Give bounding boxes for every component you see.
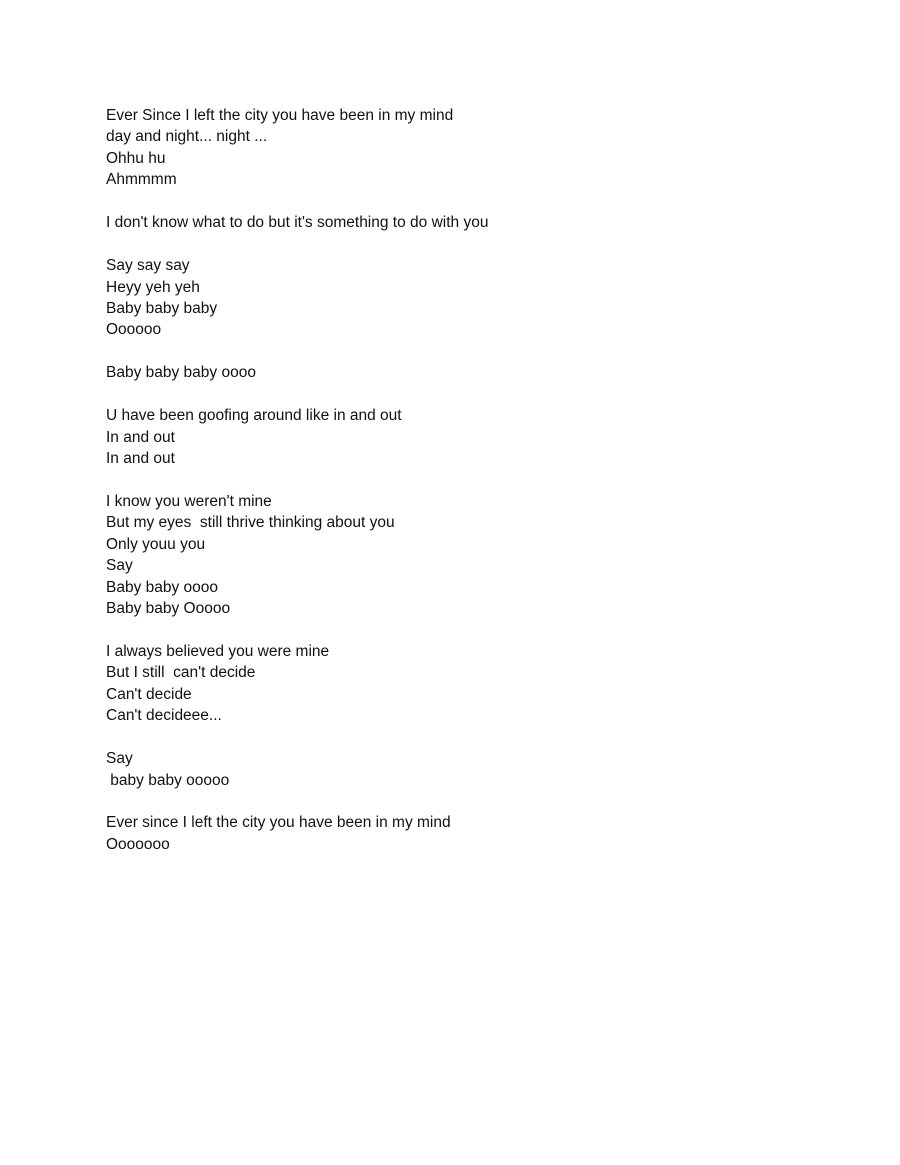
lyric-line: Baby baby baby xyxy=(106,299,218,317)
lyric-line: Ever since I left the city you have been in my mind xyxy=(106,814,451,832)
lyric-line: Only youu you xyxy=(106,535,206,553)
lyric-line: But I still can't decide xyxy=(106,664,256,682)
lyric-line: Say xyxy=(106,557,133,575)
lyric-line: Baby baby baby oooo xyxy=(106,364,256,382)
lyric-line: day and night... night ... xyxy=(106,128,268,146)
blank-line xyxy=(106,727,826,748)
lyric-line: baby baby ooooo xyxy=(106,771,230,789)
lyric-line: But my eyes still thrive thinking about you xyxy=(106,514,395,532)
lyric-line: Ahmmmm xyxy=(106,171,177,189)
lyric-line: Heyy yeh yeh xyxy=(106,278,200,296)
lyric-line: Can't decide xyxy=(106,685,192,703)
blank-line xyxy=(106,791,826,812)
lyric-line: U have been goofing around like in and out xyxy=(106,407,402,425)
lyric-line: Baby baby Ooooo xyxy=(106,600,231,618)
lyric-line: I don't know what to do but it's something to do with you xyxy=(106,214,489,232)
lyric-line: In and out xyxy=(106,428,175,446)
blank-line xyxy=(106,384,826,405)
lyric-line: Ooooooo xyxy=(106,835,170,853)
lyric-line: Baby baby oooo xyxy=(106,578,219,596)
lyric-line: Say xyxy=(106,750,133,768)
lyric-line: Ever Since I left the city you have been in my mind xyxy=(106,107,454,124)
blank-line xyxy=(106,234,826,255)
lyric-line: Can't decideee... xyxy=(106,707,222,725)
blank-line xyxy=(106,469,826,490)
blank-line xyxy=(106,341,826,362)
lyric-line: Ohhu hu xyxy=(106,149,166,167)
lyric-line: I always believed you were mine xyxy=(106,642,330,660)
lyric-line: Oooooo xyxy=(106,321,162,339)
lyric-line: I know you weren't mine xyxy=(106,492,272,510)
blank-line xyxy=(106,191,826,212)
lyric-line: Say say say xyxy=(106,257,190,275)
blank-line xyxy=(106,620,826,641)
lyric-line: In and out xyxy=(106,450,175,467)
lyrics-text xyxy=(106,105,826,855)
